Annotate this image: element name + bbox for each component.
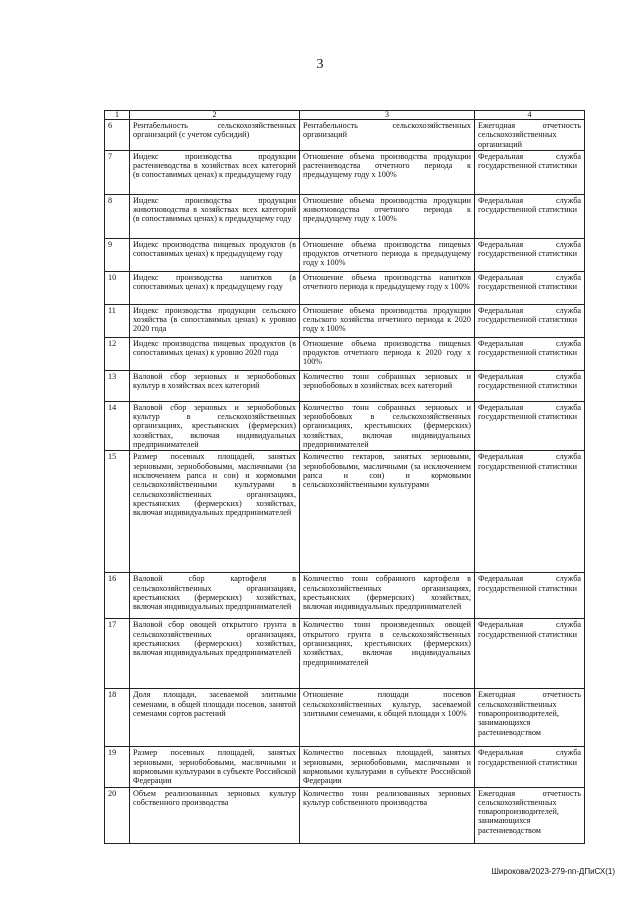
calculation-method-cell: Отношение объема производства продукции животноводства отчетного периода к предыдущему году х 100% <box>300 194 475 238</box>
calculation-method-cell: Количество тонн произведенных овощей открытого грунта в сельскохозяйственных организациях, крестьянских (фермерских) хозяйствах, включая индивидуальных предпринимателей <box>300 619 475 689</box>
calculation-method-cell: Отношение объема производства пищевых продуктов отчетного периода к предыдущему году х 100% <box>300 238 475 271</box>
table-header-row <box>105 111 585 120</box>
data-source-cell: Федеральная служба государственной статистики <box>475 238 585 271</box>
indicator-name-cell: Индекс производства пищевых продуктов (в сопоставимых ценах) к предыдущему году <box>130 238 300 271</box>
data-source-cell: Федеральная служба государственной статистики <box>475 451 585 573</box>
row-number-cell: 12 <box>105 337 130 370</box>
data-source-cell: Федеральная служба государственной статистики <box>475 271 585 304</box>
table-row <box>105 747 585 787</box>
data-source-cell: Федеральная служба государственной статистики <box>475 573 585 619</box>
calculation-method-cell: Количество тонн собранного картофеля в сельскохозяйственных организациях, крестьянских (фермерских) хозяйствах, включая индивидуальных предпринимателей <box>300 573 475 619</box>
calculation-method-cell: Количество тонн собранных зерновых и зернобобовых в сельскохозяйственных организациях, крестьянских (фермерских) хозяйствах, включая индивидуальных предпринимателей <box>300 401 475 450</box>
table-row <box>105 370 585 401</box>
row-number-cell: 20 <box>105 787 130 843</box>
indicator-name-cell: Объем реализованных зерновых культур собственного производства <box>130 787 300 843</box>
calculation-method-cell: Отношение объема производства напитков отчетного периода к предыдущему году х 100% <box>300 271 475 304</box>
table-row <box>105 150 585 194</box>
column-header: 1 <box>105 111 130 120</box>
column-header: 2 <box>130 111 300 120</box>
indicator-name-cell: Размер посевных площадей, занятых зерновыми, зернобобовыми, масличными (за исключением рапса и сои) и кормовыми сельскохозяйственными культурами в сельскохозяйственных организациях, крестьянских (фермерских) хозяйствах, включая индивидуальных предпринимателей <box>130 451 300 573</box>
page-number: 3 <box>316 57 324 72</box>
indicator-name-cell: Размер посевных площадей, занятых зерновыми, зернобобовыми, масличными и кормовыми культурами в субъекте Российской Федерации <box>130 747 300 787</box>
indicator-name-cell: Доля площади, засеваемой элитными семенами, в общей площади посевов, занятой семенами сортов растений <box>130 689 300 747</box>
row-number-cell: 19 <box>105 747 130 787</box>
data-source-cell: Федеральная служба государственной статистики <box>475 619 585 689</box>
row-number-cell: 10 <box>105 271 130 304</box>
data-source-cell: Ежегодная отчетность сельскохозяйственных товаропроизводителей, занимающихся растениеводством <box>475 689 585 747</box>
data-source-cell: Федеральная служба государственной статистики <box>475 304 585 337</box>
row-number-cell: 6 <box>105 120 130 151</box>
calculation-method-cell: Отношение площади посевов сельскохозяйственных культур, засеваемой элитными семенами, к общей площади х 100% <box>300 689 475 747</box>
document-code: Широкова/2023-279-пп-ДПиСХ(1) <box>491 867 615 876</box>
table-row <box>105 619 585 689</box>
row-number-cell: 17 <box>105 619 130 689</box>
indicator-name-cell: Индекс производства напитков (в сопоставимых ценах) к предыдущему году <box>130 271 300 304</box>
calculation-method-cell: Количество тонн собранных зерновых и зернобобовых в хозяйствах всех категорий <box>300 370 475 401</box>
row-number-cell: 16 <box>105 573 130 619</box>
row-number-cell: 7 <box>105 150 130 194</box>
calculation-method-cell: Количество тонн реализованных зерновых культур собственного производства <box>300 787 475 843</box>
indicator-name-cell: Индекс производства продукции животноводства в хозяйствах всех категорий (в сопоставимых ценах) к предыдущему году <box>130 194 300 238</box>
calculation-method-cell: Отношение объема производства продукции сельского хозяйства отчетного периода к 2020 году х 100% <box>300 304 475 337</box>
table-row <box>105 451 585 573</box>
calculation-method-cell: Рентабельность сельскохозяйственных организаций <box>300 120 475 151</box>
row-number-cell: 11 <box>105 304 130 337</box>
row-number-cell: 9 <box>105 238 130 271</box>
row-number-cell: 13 <box>105 370 130 401</box>
table-row <box>105 689 585 747</box>
column-header: 4 <box>475 111 585 120</box>
table-row <box>105 573 585 619</box>
table-row <box>105 271 585 304</box>
data-source-cell: Федеральная служба государственной статистики <box>475 150 585 194</box>
row-number-cell: 14 <box>105 401 130 450</box>
table-row <box>105 120 585 151</box>
calculation-method-cell: Отношение объема производства пищевых продуктов отчетного периода к 2020 году х 100% <box>300 337 475 370</box>
indicator-name-cell: Индекс производства пищевых продуктов (в сопоставимых ценах) к уровню 2020 года <box>130 337 300 370</box>
indicator-name-cell: Валовой сбор зерновых и зернобобовых культур в сельскохозяйственных организациях, крестьянских (фермерских) хозяйствах, включая индивидуальных предпринимателей <box>130 401 300 450</box>
data-source-cell: Федеральная служба государственной статистики <box>475 747 585 787</box>
data-source-cell: Ежегодная отчетность сельскохозяйственных товаропроизводителей, занимающихся растениеводством <box>475 787 585 843</box>
calculation-method-cell: Количество гектаров, занятых зерновыми, зернобобовыми, масличными (за исключением рапса и сои) и кормовыми сельскохозяйственными культурами <box>300 451 475 573</box>
row-number-cell: 18 <box>105 689 130 747</box>
indicator-name-cell: Валовой сбор картофеля в сельскохозяйственных организациях, крестьянских (фермерских) хозяйствах, включая индивидуальных предпринимателей <box>130 573 300 619</box>
indicator-name-cell: Индекс производства продукции растениеводства в хозяйствах всех категорий (в сопоставимых ценах) к предыдущему году <box>130 150 300 194</box>
column-header: 3 <box>300 111 475 120</box>
table-row <box>105 238 585 271</box>
row-number-cell: 15 <box>105 451 130 573</box>
row-number-cell: 8 <box>105 194 130 238</box>
data-source-cell: Федеральная служба государственной статистики <box>475 194 585 238</box>
data-source-cell: Федеральная служба государственной статистики <box>475 401 585 450</box>
indicator-name-cell: Валовой сбор овощей открытого грунта в сельскохозяйственных организациях, крестьянских (фермерских) хозяйствах, включая индивидуальных предпринимателей <box>130 619 300 689</box>
data-source-cell: Ежегодная отчетность сельскохозяйственных организаций <box>475 120 585 151</box>
table-row <box>105 194 585 238</box>
indicator-name-cell: Валовой сбор зерновых и зернобобовых культур в хозяйствах всех категорий <box>130 370 300 401</box>
indicator-name-cell: Рентабельность сельскохозяйственных организаций (с учетом субсидий) <box>130 120 300 151</box>
table-row <box>105 787 585 843</box>
indicator-name-cell: Индекс производства продукции сельского хозяйства (в сопоставимых ценах) к уровню 2020 года <box>130 304 300 337</box>
table-row <box>105 304 585 337</box>
data-source-cell: Федеральная служба государственной статистики <box>475 337 585 370</box>
table-row <box>105 401 585 450</box>
calculation-method-cell: Отношение объема производства продукции растениеводства отчетного периода к предыдущему году х 100% <box>300 150 475 194</box>
indicators-table <box>104 110 585 844</box>
table-row <box>105 337 585 370</box>
calculation-method-cell: Количество посевных площадей, занятых зерновыми, зернобобовыми, масличными и кормовыми культурами в субъекте Российской Федерации <box>300 747 475 787</box>
data-source-cell: Федеральная служба государственной статистики <box>475 370 585 401</box>
